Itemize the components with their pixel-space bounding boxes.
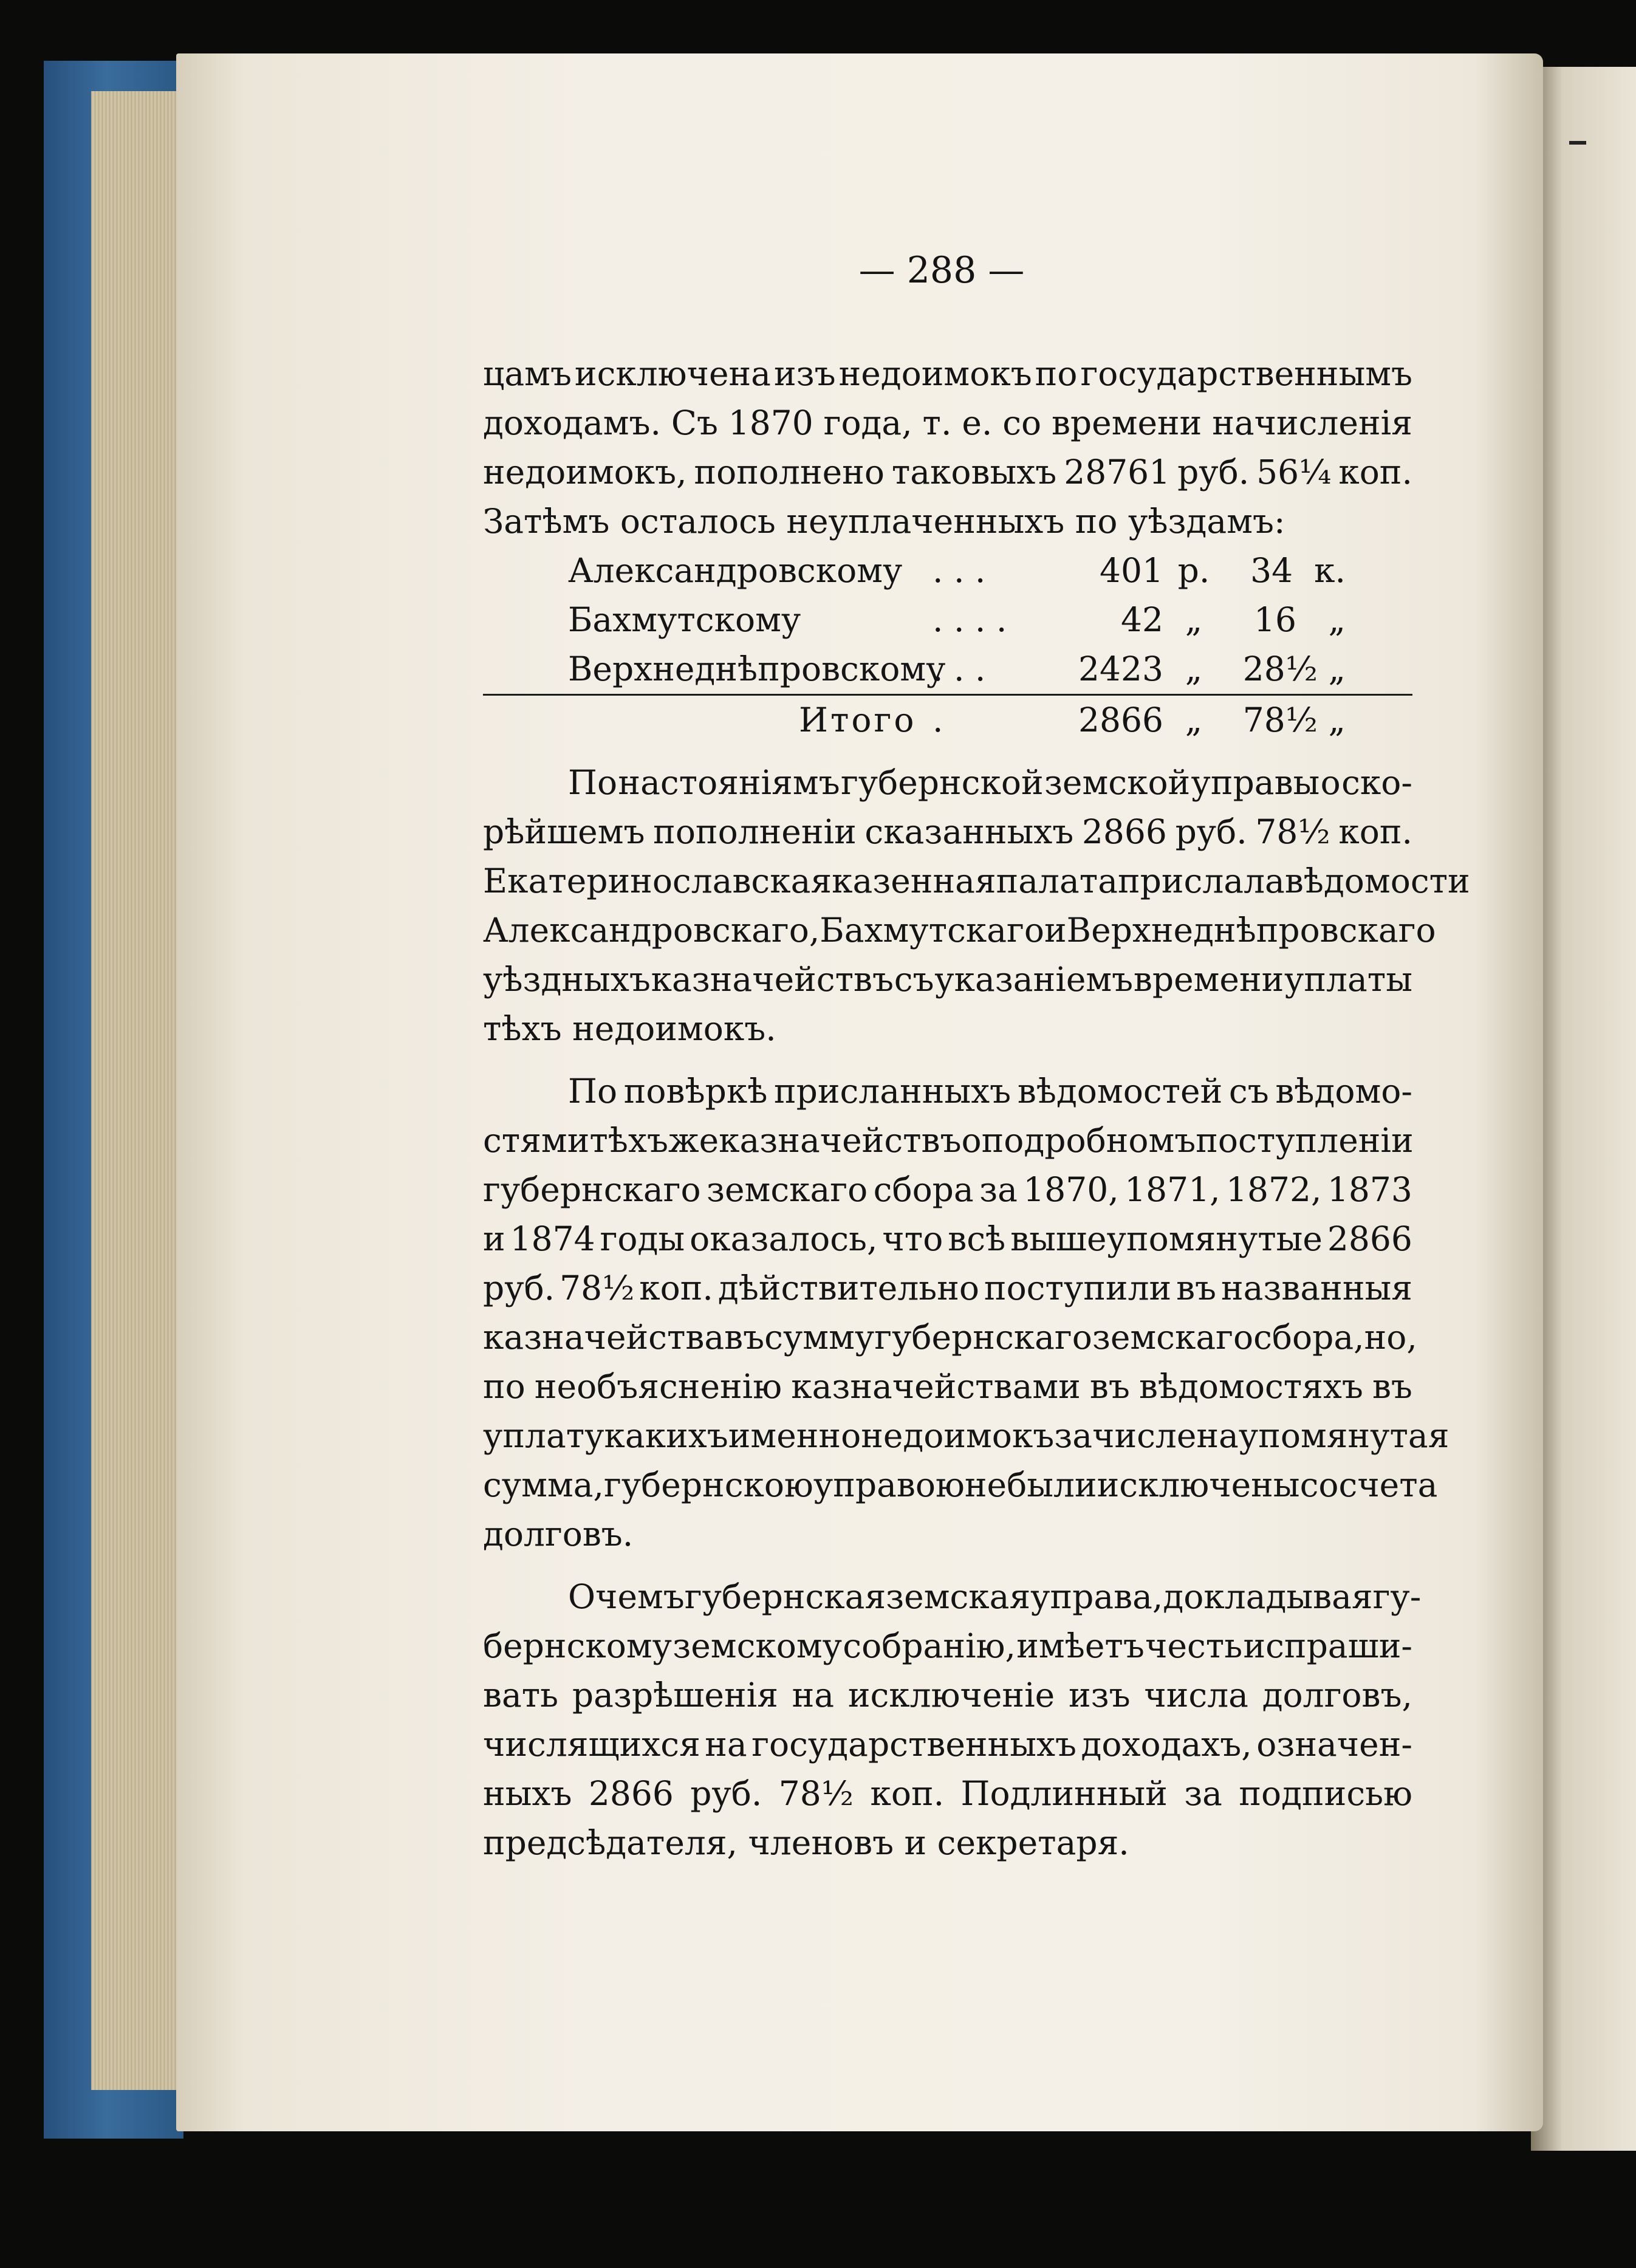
district-name: Бахмутскому — [568, 600, 801, 639]
text-line: уплату какихъ именно недоимокъ зачислена упомянутая — [483, 1416, 1449, 1455]
paragraph-2 — [483, 758, 1470, 1053]
text-line: вать разрѣшенія на исключеніе изъ числа долговъ, — [483, 1676, 1412, 1715]
text-line: рѣйшемъ пополненіи сказанныхъ 2866 руб. 78½ коп. — [483, 812, 1412, 851]
text-line: сумма, губернскою управою не были исключены со счета — [483, 1465, 1438, 1504]
text-line: долговъ. — [483, 1515, 634, 1554]
paragraph-3 — [483, 1067, 1449, 1559]
leader-dots: . . . — [933, 551, 986, 590]
page-text — [483, 349, 1470, 1868]
amount-kopecks: 28½ „ — [1242, 649, 1346, 688]
text-line: числящихся на государственныхъ доходахъ, означен- — [483, 1725, 1412, 1764]
text-line: Екатеринославская казенная палата прислала вѣдомости — [483, 862, 1470, 900]
total-kopecks: 78½ „ — [1242, 701, 1346, 739]
text-line: доходамъ. Съ 1870 года, т. е. со времени начисленія — [483, 403, 1412, 442]
text-line: предсѣдателя, членовъ и секретаря. — [483, 1823, 1129, 1862]
table-total-row — [483, 696, 1412, 745]
district-name: Верхнеднѣпровскому — [568, 649, 946, 688]
text-line: цамъ исключена изъ недоимокъ по государственнымъ — [483, 354, 1412, 393]
amount-rubles: 2423 — [1078, 649, 1163, 688]
text-line: губернскаго земскаго сбора за 1870, 1871, 1872, 1873 — [483, 1170, 1412, 1209]
facing-page-edge — [1531, 67, 1636, 2151]
text-line: Затѣмъ осталось неуплаченныхъ по уѣздамъ: — [483, 502, 1285, 541]
text-line: О чемъ губернская земская управа, докладывая гу- — [568, 1577, 1422, 1616]
total-label: Итого — [799, 701, 917, 739]
text-line: бернскому земскому собранію, имѣетъ честь испраши- — [483, 1626, 1412, 1665]
amount-kopecks: 16 „ — [1254, 600, 1346, 639]
leader-dots: . — [933, 701, 943, 739]
page-number: — 288 — — [858, 249, 1025, 292]
total-rubles: 2866 — [1078, 701, 1163, 739]
table-row — [483, 645, 1412, 696]
arrears-table — [483, 546, 1412, 745]
text-line: казначейства въ сумму губернскаго земскаго сбора, но, — [483, 1318, 1417, 1357]
text-line: тѣхъ недоимокъ. — [483, 1009, 776, 1048]
text-line: По настояніямъ губернской земской управы о ско- — [568, 763, 1412, 802]
amount-rubles: 42 — [1121, 600, 1163, 639]
text-line: по необъясненію казначействами въ вѣдомостяхъ въ — [483, 1367, 1412, 1406]
leader-dots: . . . . — [933, 600, 1007, 639]
text-line: ныхъ 2866 руб. 78½ коп. Подлинный за подписью — [483, 1774, 1412, 1813]
district-name: Александровскому — [568, 551, 903, 590]
leader-dots: . . . — [933, 649, 986, 688]
paragraph-1 — [483, 349, 1412, 546]
text-line: руб. 78½ коп. дѣйствительно поступили въ названныя — [483, 1269, 1412, 1307]
text-line: и 1874 годы оказалось, что всѣ вышеупомянутые 2866 — [483, 1219, 1412, 1258]
page-edges — [91, 91, 188, 2090]
unit: „ — [1185, 649, 1203, 688]
table-row — [483, 546, 1412, 595]
unit: „ — [1185, 701, 1203, 739]
unit: „ — [1185, 600, 1203, 639]
amount-kopecks: 34 к. — [1250, 551, 1346, 590]
text-line: уѣздныхъ казначействъ съ указаніемъ времени уплаты — [483, 960, 1412, 999]
text-line: Александровскаго, Бахмутскаго и Верхнеднѣпровскаго — [483, 911, 1436, 950]
text-line: стями тѣхъ же казначействъ о подробномъ поступленіи — [483, 1121, 1414, 1160]
unit: р. — [1177, 551, 1210, 590]
table-row — [483, 595, 1412, 645]
text-line: недоимокъ, пополнено таковыхъ 28761 руб. 56¼ коп. — [483, 453, 1412, 492]
facing-page-mark — [1569, 141, 1586, 145]
amount-rubles: 401 — [1100, 551, 1163, 590]
text-line: По повѣркѣ присланныхъ вѣдомостей съ вѣдомо- — [568, 1072, 1412, 1111]
paragraph-4 — [483, 1572, 1422, 1868]
